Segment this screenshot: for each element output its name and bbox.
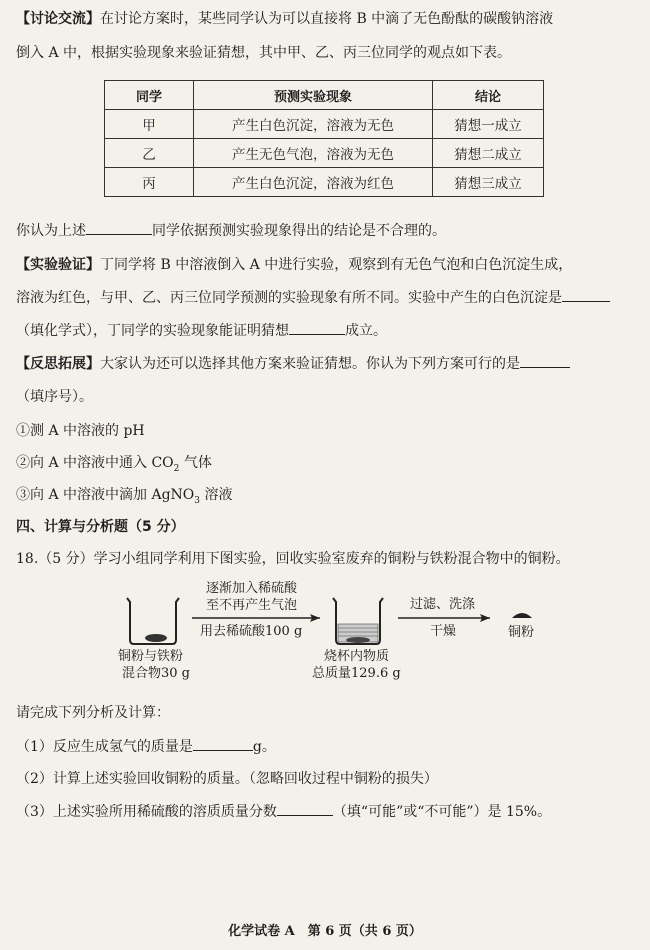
answer-blank-student[interactable] <box>86 220 152 235</box>
calc-q3 <box>16 801 636 823</box>
calc-q1-pre: （1）反应生成氢气的质量是 <box>16 739 193 755</box>
option-3-text: ③向 A 中溶液中滴加 AgNO <box>16 487 195 503</box>
page-footer: 化学试卷 A 第 6 页（共 6 页） <box>228 924 422 939</box>
discussion-tag: 【讨论交流】 <box>16 11 100 27</box>
table-row <box>105 168 544 197</box>
cell-student: 丙 <box>105 168 194 197</box>
cell-conclusion: 猜想三成立 <box>433 168 544 197</box>
answer-blank-hypothesis[interactable] <box>289 320 345 335</box>
verify-text-1: 丁同学将 B 中溶液倒入 A 中进行实验，观察到有无色气泡和白色沉淀生成， <box>100 257 573 273</box>
discussion-line-1 <box>16 8 636 30</box>
cell-phenomenon: 产生无色气泡，溶液为无色 <box>194 139 433 168</box>
option-2-tail: 气体 <box>179 455 212 471</box>
option-3-sub: 3 <box>194 495 200 506</box>
cell-student: 乙 <box>105 139 194 168</box>
verify-line-3 <box>16 320 636 342</box>
verify-tag: 【实验验证】 <box>16 257 100 273</box>
option-3-tail: 溶液 <box>200 487 233 503</box>
beaker-2-label-2: 总质量129.6 g <box>312 666 401 681</box>
answer-blank-precipitate[interactable] <box>562 287 610 302</box>
answer-blank-hydrogen[interactable] <box>193 736 253 751</box>
cell-conclusion: 猜想二成立 <box>433 139 544 168</box>
arrow-2-top: 过滤、洗涤 <box>410 597 476 612</box>
question-18: 18.（5 分）学习小组同学利用下图实验，回收实验室废弃的铜粉与铁粉混合物中的铜粉。 <box>16 551 570 567</box>
option-2-sub: 2 <box>173 463 180 474</box>
arrow-2-bottom: 干燥 <box>430 624 457 639</box>
header-phenomenon: 预测实验现象 <box>194 81 433 110</box>
discussion-line-2: 倒入 A 中，根据实验现象来验证猜想，其中甲、乙、丙三位同学的观点如下表。 <box>16 45 512 61</box>
arrow-1-icon <box>192 614 320 622</box>
table-header-row <box>105 81 544 110</box>
header-conclusion: 结论 <box>433 81 544 110</box>
table-row <box>105 110 544 139</box>
reflect-line-1 <box>16 353 636 375</box>
verify-text-2: 溶液为红色，与甲、乙、丙三位同学预测的实验现象有所不同。实验中产生的白色沉淀是 <box>16 290 562 306</box>
calc-q2: （2）计算上述实验回收铜粉的质量。（忽略回收过程中铜粉的损失） <box>16 771 438 787</box>
cell-conclusion: 猜想一成立 <box>433 110 544 139</box>
verify-line-2 <box>16 287 636 309</box>
header-student: 同学 <box>105 81 194 110</box>
cell-phenomenon: 产生白色沉淀，溶液为红色 <box>194 168 433 197</box>
answer-blank-possible[interactable] <box>277 801 333 816</box>
answer-blank-option[interactable] <box>520 353 570 368</box>
prediction-table <box>104 80 544 197</box>
option-2-text: ②向 A 中溶液中通入 CO <box>16 455 174 471</box>
unreasonable-post: 同学依据预测实验现象得出的结论是不合理的。 <box>152 223 446 239</box>
verify-line-1 <box>16 254 636 276</box>
calc-q1-post: g。 <box>252 739 276 755</box>
unreasonable-question <box>16 220 636 242</box>
unreasonable-pre: 你认为上述 <box>16 223 86 239</box>
reflect-tag: 【反思拓展】 <box>16 356 100 372</box>
reflect-text-1: 大家认为还可以选择其他方案来验证猜想。你认为下列方案可行的是 <box>100 356 520 372</box>
table-row <box>105 139 544 168</box>
option-2 <box>16 452 636 480</box>
arrow-2-icon <box>398 614 490 622</box>
beaker-1-label-2: 混合物30 g <box>122 666 190 681</box>
beaker-1-label-1: 铜粉与铁粉 <box>118 649 184 664</box>
cell-student: 甲 <box>105 110 194 139</box>
calc-q3-pre: （3）上述实验所用稀硫酸的溶质质量分数 <box>16 804 277 820</box>
section-4-title: 四、计算与分析题（5 分） <box>16 519 185 535</box>
verify-text-3-post: 成立。 <box>345 323 387 339</box>
cell-phenomenon: 产生白色沉淀，溶液为无色 <box>194 110 433 139</box>
copper-powder-icon <box>512 613 532 618</box>
arrow-1-bottom: 用去稀硫酸100 g <box>200 624 303 639</box>
calc-intro: 请完成下列分析及计算： <box>16 705 170 721</box>
option-3 <box>16 484 636 512</box>
beaker-1-icon <box>127 598 179 644</box>
verify-text-3-pre: （填化学式），丁同学的实验现象能证明猜想 <box>16 323 289 339</box>
experiment-diagram <box>0 580 650 690</box>
beaker-2-icon <box>333 598 383 644</box>
arrow-1-top-1: 逐渐加入稀硫酸 <box>206 581 298 596</box>
beaker-2-label-1: 烧杯内物质 <box>324 649 390 664</box>
product-label: 铜粉 <box>508 625 535 640</box>
arrow-1-top-2: 至不再产生气泡 <box>206 598 298 613</box>
discussion-text-1: 在讨论方案时，某些同学认为可以直接将 B 中滴了无色酚酞的碳酸钠溶液 <box>100 11 554 27</box>
calc-q3-post: （填“可能”或“不可能”）是 15%。 <box>332 804 552 820</box>
calc-q1 <box>16 736 636 758</box>
option-1: ①测 A 中溶液的 pH <box>16 423 145 439</box>
reflect-line-2: （填序号）。 <box>16 389 93 405</box>
